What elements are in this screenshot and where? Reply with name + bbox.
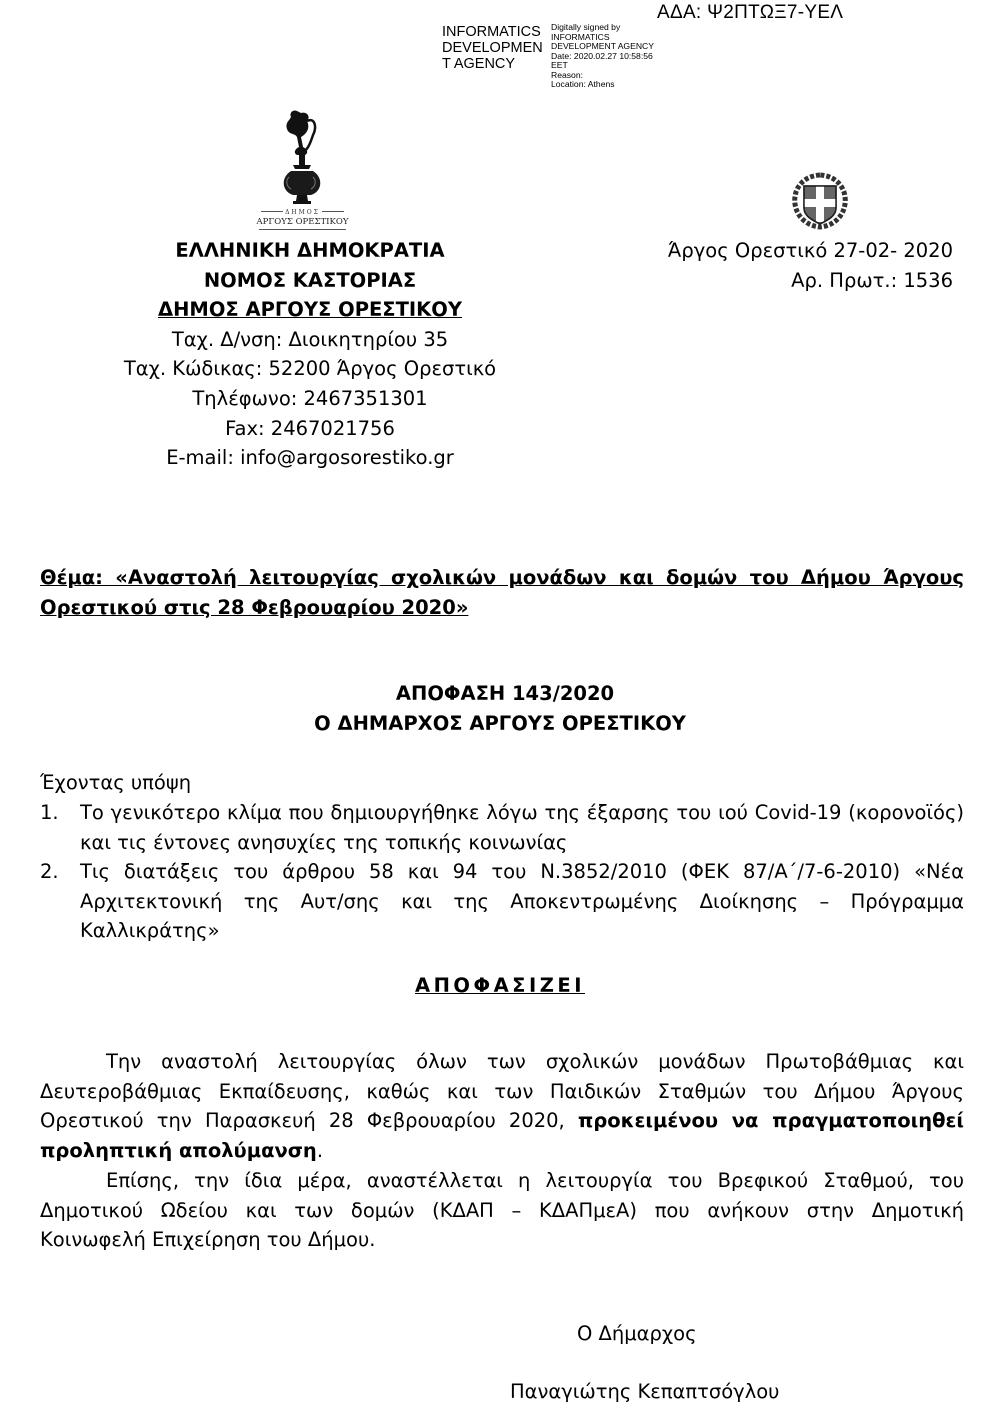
list-item (40, 857, 964, 946)
subject-line: Ορεστικού στις 28 Φεβρουαρίου 2020» (40, 595, 469, 619)
logo-caption-bottom: ΑΡΓΟΥΣ ΟΡΕΣΤΙΚΟΥ (256, 217, 349, 227)
decision-authority: Ο ΔΗΜΑΡΧΟΣ ΑΡΓΟΥΣ ΟΡΕΣΤΙΚΟΥ (314, 712, 686, 735)
paragraph-line: Επίσης, την ίδια μέρα, αναστέλλεται η λειτουργία του Βρεφικού Σταθμού, του (106, 1169, 964, 1192)
signature-detail-line: Date: 2020.02.27 10:58:56 (551, 50, 653, 61)
place-date: Άργος Ορεστικό 27-02- 2020 (667, 239, 953, 262)
amphora-logo-icon (255, 107, 350, 207)
digital-signature-details (551, 23, 654, 90)
decision-number: ΑΠΟΦΑΣΗ 143/2020 (395, 682, 615, 705)
decision-heading (300, 679, 700, 739)
postal-address: Ταχ. Δ/νση: Διοικητηρίου 35 (171, 327, 449, 351)
paragraph-line: Δευτεροβάθμιας Εκπαίδευσης, καθώς και των Παιδικών Σταθμών του Δήμου Άργους (40, 1079, 964, 1103)
protocol-number: Αρ. Πρωτ.: 1536 (791, 268, 953, 292)
signer-line: DEVELOPMEN (442, 40, 543, 56)
list-number: 1. (40, 801, 59, 824)
list-item (40, 798, 964, 857)
paragraph-line: Δημοτικού Ωδείου και των δομών (ΚΔΑΠ – ΚΔΑΠμεΑ) που ανήκουν στην Δημοτική (40, 1198, 964, 1222)
paragraph-emphasis: προληπτική απολύμανση (40, 1138, 317, 1162)
prefecture-name: ΝΟΜΟΣ ΚΑΣΤΟΡΙΑΣ (203, 268, 417, 292)
republic-name: ΕΛΛΗΝΙΚΗ ΔΗΜΟΚΡΑΤΙΑ (175, 239, 445, 262)
list-text-line: και τις έντονες ανησυχίες της τοπικής κοινωνίας (80, 830, 568, 854)
email-address: E-mail: info@argosorestiko.gr (166, 446, 454, 470)
signature-detail-line: Reason: (551, 69, 584, 80)
list-text-line: Τις διατάξεις του άρθρου 58 και 94 του Ν.3852/2010 (ΦΕΚ 87/Α΄/7-6-2010) «Νέα (80, 860, 964, 884)
paragraph-text: Ορεστικού την Παρασκευή 28 Φεβρουαρίου 2020, (40, 1109, 578, 1133)
signature-detail-line: Location: Athens (551, 79, 615, 89)
digital-signature-signer (442, 24, 543, 72)
issuer-header (100, 236, 520, 473)
postal-code: Ταχ. Κώδικας: 52200 Άργος Ορεστικό (123, 357, 497, 381)
ada-code: ΑΔΑ: Ψ2ΠΤΩΞ7-ΥΕΛ (657, 2, 844, 23)
list-number: 2. (40, 860, 59, 884)
municipality-name: ΔΗΜΟΣ ΑΡΓΟΥΣ ΟΡΕΣΤΙΚΟΥ (158, 298, 462, 322)
signature-detail-line: INFORMATICS (551, 31, 610, 42)
subject-line: Θέμα: «Αναστολή λειτουργίας σχολικών μονάδων και δομών του Δήμου Άργους (40, 566, 964, 589)
phone-number: Τηλέφωνο: 2467351301 (192, 386, 428, 410)
decision-paragraph-2 (40, 1166, 964, 1255)
paragraph-line: Την αναστολή λειτουργίας όλων των σχολικών μονάδων Πρωτοβάθμιας και (106, 1050, 964, 1073)
paragraph-emphasis: προκειμένου να πραγματοποιηθεί (577, 1109, 964, 1133)
signer-line: T AGENCY (442, 56, 516, 72)
paragraph-text: . (316, 1138, 324, 1162)
signature-detail-line: Digitally signed by (551, 22, 621, 32)
signer-line: INFORMATICS (442, 24, 541, 40)
list-text-line: Καλλικράτης» (80, 919, 220, 943)
list-text-line: Αρχιτεκτονική της Αυτ/σης και της Αποκεντρωμένης Διοίκησης – Πρόγραμμα (80, 889, 964, 913)
decision-paragraph-1 (40, 1047, 964, 1165)
considering-list (40, 798, 964, 946)
subject (40, 563, 964, 622)
considering-heading: Έχοντας υπόψη (40, 771, 192, 794)
coat-of-arms (788, 170, 852, 232)
logo-caption-top: ΔΗΜΟΣ (285, 209, 320, 216)
municipality-logo (255, 107, 350, 235)
paragraph-line: Κοινωφελή Επιχείρηση του Δήμου. (40, 1228, 376, 1252)
decides-heading: ΑΠΟΦΑΣΙΖΕΙ (415, 974, 585, 997)
paragraph-line (40, 1136, 964, 1166)
fax-number: Fax: 2467021756 (225, 416, 395, 440)
signature-detail-line: DEVELOPMENT AGENCY (551, 41, 654, 51)
greek-coat-of-arms-icon (788, 170, 852, 232)
signoff-name: Παναγιώτης Κεπαπτσόγλου (510, 1380, 780, 1403)
signoff-title: Ο Δήμαρχος (577, 1322, 697, 1345)
signature-detail-line: EET (551, 60, 568, 70)
document-reference (600, 236, 953, 295)
list-text-line: Το γενικότερο κλίμα που δημιουργήθηκε λόγω της έξαρσης του ιού Covid-19 (κορονοϊός) (80, 801, 964, 824)
paragraph-line (40, 1106, 964, 1136)
